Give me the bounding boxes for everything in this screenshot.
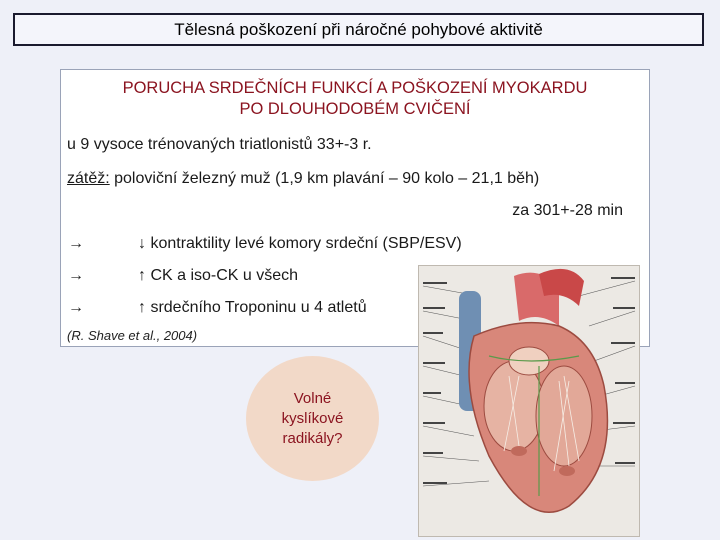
load-text: poloviční železný muž (1,9 km plavání – 90 kolo – 21,1 běh) (109, 170, 540, 187)
free-radicals-circle (246, 356, 379, 481)
bullet-arrow-icon: → (68, 299, 84, 316)
bullet-arrow-icon: → (68, 235, 84, 252)
increase-arrow-icon: ↑ (138, 299, 146, 316)
duration-line: za 301+-28 min (512, 202, 623, 219)
section-heading (61, 78, 649, 120)
bullet-arrow-icon: → (68, 267, 84, 284)
finding-text: CK a iso-CK u všech (150, 267, 299, 284)
finding-text: srdečního Troponinu u 4 atletů (150, 299, 367, 316)
decrease-arrow-icon: ↓ (138, 235, 146, 252)
finding-item (138, 299, 367, 317)
citation: (R. Shave et al., 2004) (67, 328, 198, 343)
finding-item (138, 267, 298, 285)
circle-line-3: radikály? (282, 429, 343, 447)
load-line (67, 170, 539, 188)
increase-arrow-icon: ↑ (138, 267, 146, 284)
circle-line-1: Volné (293, 389, 332, 407)
heart-illustration-icon (419, 266, 639, 536)
heading-line-1: PORUCHA SRDEČNÍCH FUNKCÍ A POŠKOZENÍ MYOKARDU (122, 79, 588, 97)
subjects-line: u 9 vysoce trénovaných triatlonistů 33+-3 r. (67, 136, 372, 153)
finding-text: kontraktility levé komory srdeční (SBP/ESV) (150, 235, 462, 252)
heading-line-2: PO DLOUHODOBÉM CVIČENÍ (239, 100, 471, 118)
load-label: zátěž: (67, 170, 110, 187)
slide-title (13, 13, 704, 46)
heart-anatomy-image (418, 265, 640, 537)
circle-line-2: kyslíkové (281, 409, 344, 427)
slide-title-text: Tělesná poškození při náročné pohybové aktivitě (174, 19, 543, 39)
finding-item (138, 235, 462, 253)
